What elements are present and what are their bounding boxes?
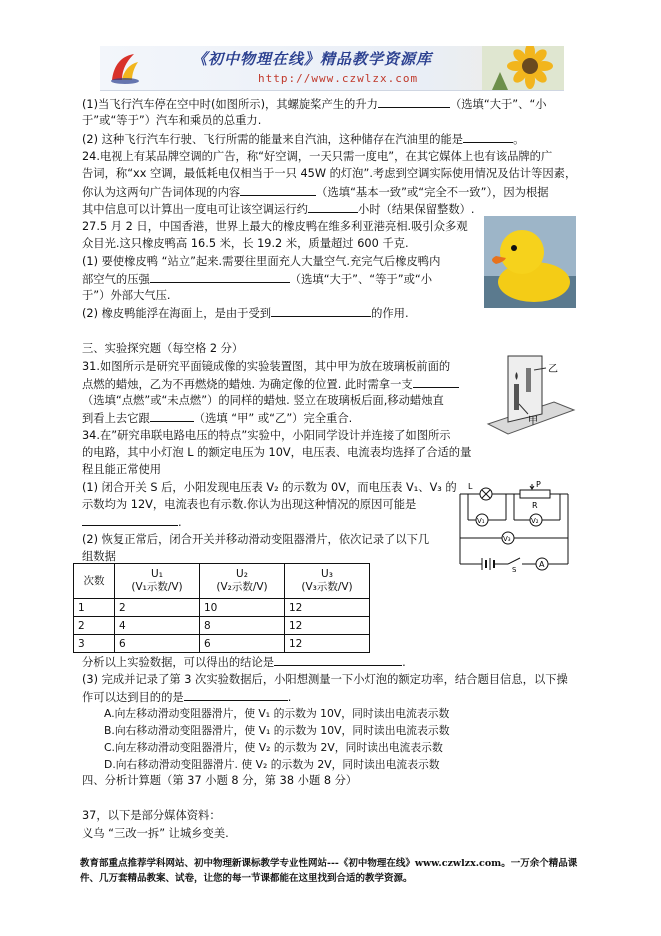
- q34-line2: [82, 654, 406, 671]
- footer-note: 教育部重点推荐学科网站、初中物理新课标教学专业性网站---《初中物理在线》www.czwlzx.com。一万余个精品课件、几万套精品教案、试卷，让您的每一节课都能在这里找到合适的教学资源。: [80, 858, 578, 884]
- answer-blank[interactable]: [240, 184, 316, 196]
- label-V3: V₃: [503, 535, 511, 543]
- text-line: 组数据: [82, 550, 116, 563]
- q27-line2: [82, 305, 409, 322]
- table-cell: 12: [285, 635, 370, 653]
- text: 部空气的压强: [82, 273, 150, 286]
- label-P: P: [536, 480, 541, 489]
- text: 你认为这两句广告词体现的内容: [82, 186, 241, 199]
- q2-line: [82, 131, 524, 148]
- table-header-cell: [115, 564, 200, 599]
- answer-blank[interactable]: [150, 410, 194, 422]
- text: 次数: [83, 574, 105, 587]
- answer-blank[interactable]: [184, 689, 288, 701]
- answer-blank[interactable]: [150, 271, 290, 283]
- label-V1: V₁: [477, 517, 485, 525]
- site-logo-icon: [108, 50, 142, 86]
- text: 分析以上实验数据，可以得出的结论是: [82, 656, 275, 669]
- q31-line: [82, 376, 459, 393]
- table-cell: 12: [285, 599, 370, 617]
- table-cell: 2: [74, 617, 115, 635]
- table-cell: 10: [200, 599, 285, 617]
- option-a: A.向左移动滑动变阻器滑片，使 V₁ 的示数为 10V，同时读出电流表示数: [104, 707, 450, 720]
- answer-blank[interactable]: [308, 201, 358, 213]
- header-title: 《初中物理在线》精品教学资源库: [192, 50, 433, 68]
- q31-line2: [82, 410, 352, 427]
- table-header-cell: [74, 564, 115, 599]
- text: U₂: [236, 568, 248, 580]
- table-cell: 3: [74, 635, 115, 653]
- text-line: (1) 闭合开关 S 后，小阳发现电压表 V₂ 的示数为 0V，而电压表 V₁、V₃ 的: [82, 481, 457, 494]
- answer-blank[interactable]: [82, 514, 178, 526]
- q27-line: [82, 271, 432, 288]
- text-line: 37，以下是部分媒体资料：: [82, 809, 221, 822]
- text: (V₁示数/V): [131, 581, 183, 593]
- text-line: (1) 要使橡皮鸭 “站立”起来.需要往里面充人大量空气.充完气后橡皮鸭内: [82, 255, 441, 268]
- text-line: 众目光.这只橡皮鸭高 16.5 米，长 19.2 米，质量超过 600 千克.: [82, 237, 409, 250]
- table-row: [74, 599, 370, 617]
- q34-line: [82, 514, 182, 531]
- label-R: R: [532, 501, 538, 510]
- text-line: (3) 完成并记录了第 3 次实验数据后，小阳想测量一下小灯泡的额定功率，结合题目信息，以下操: [82, 673, 568, 686]
- text: .: [178, 516, 182, 529]
- text-line: 34.在”研究串联电路电压的特点”实验中，小阳同学设计并连接了如图所示: [82, 429, 451, 442]
- table-cell: 6: [200, 635, 285, 653]
- label-yi: 乙: [548, 364, 558, 375]
- table-header-row: [74, 564, 370, 599]
- answer-blank[interactable]: [463, 131, 513, 143]
- table-row: [74, 635, 370, 653]
- option-d: D.向右移动滑动变阻器滑片. 使 V₂ 的示数为 2V，同时读出电流表示数: [104, 758, 440, 771]
- text-line: 程且能正常使用: [82, 463, 162, 476]
- series-circuit-figure: [454, 480, 574, 572]
- label-L: L: [468, 482, 473, 491]
- table-cell: 2: [115, 599, 200, 617]
- option-b: B.向右移动滑动变阻器滑片，使 V₁ 的示数为 10V，同时读出电流表示数: [104, 724, 450, 737]
- text-line: 示数均为 12V，电流表也有示数.你认为出现这种情况的原因可能是: [82, 498, 417, 511]
- data-table: [73, 563, 370, 653]
- text: 其中信息可以计算出一度电可让该空调运行约: [82, 203, 308, 216]
- q24-line2: [82, 201, 475, 218]
- option-c: C.向左移动滑动变阻器滑片，使 V₂ 的示数为 2V，同时读出电流表示数: [104, 741, 443, 754]
- label-S: S: [512, 566, 517, 572]
- text-line: 27.5 月 2 日，中国香港，世界上最大的橡皮鸭在维多利亚港亮相.吸引众多观: [82, 220, 468, 233]
- text-line: 的电路，其中小灯泡 L 的额定电压为 10V，电压表、电流表均选择了合适的量: [82, 446, 472, 459]
- answer-blank[interactable]: [413, 376, 459, 388]
- text-line: (2) 恢复正常后，闭合开关并移动滑动变阻器滑片，依次记录了以下几: [82, 533, 430, 546]
- text: 。: [513, 133, 525, 146]
- text: 小时（结果保留整数）.: [357, 203, 475, 216]
- table-header-cell: [285, 564, 370, 599]
- text: .: [287, 691, 292, 704]
- text: 的作用.: [371, 307, 409, 320]
- text-line: 告词，称“xx 空调，最低耗电仅相当于一只 45W 的灯泡”.考虑到空调实际使用情况及估计等因素，: [82, 167, 577, 180]
- table-cell: 12: [285, 617, 370, 635]
- text: （选填 “甲” 或“乙”）完全重合.: [193, 412, 353, 425]
- table-cell: 4: [115, 617, 200, 635]
- text: (V₂示数/V): [216, 581, 268, 593]
- text: U₃: [321, 568, 333, 580]
- section-3-title: 三、实验探究题（每空格 2 分）: [82, 342, 244, 355]
- text: （选填“基本一致”或“完全不一致”），因为根据: [316, 186, 549, 199]
- plane-mirror-apparatus-figure: [484, 352, 576, 440]
- table-cell: 8: [200, 617, 285, 635]
- answer-blank[interactable]: [274, 654, 402, 666]
- table-cell: 1: [74, 599, 115, 617]
- text-line: 31.如图所示是研究平面镜成像的实验装置图，其中甲为放在玻璃板前面的: [82, 360, 451, 373]
- text: (V₃示数/V): [301, 581, 353, 593]
- text: 到看上去它跟: [82, 412, 150, 425]
- answer-blank[interactable]: [271, 305, 371, 317]
- q1-line: [82, 96, 547, 113]
- table-row: [74, 617, 370, 635]
- rubber-duck-photo: [484, 216, 576, 308]
- text: 点燃的蜡烛，乙为不再燃烧的蜡烛. 为确定像的位置. 此时需拿一支: [82, 378, 413, 391]
- label-jia: 甲: [528, 416, 538, 427]
- text: U₁: [151, 568, 163, 580]
- section-4-title: 四、分析计算题（第 37 小题 8 分，第 38 小题 8 分）: [82, 774, 358, 787]
- text-line: 于”）外部大气压.: [82, 289, 171, 302]
- text: (2) 这种飞行汽车行驶、飞行所需的能量来自汽油，这种储存在汽油里的能是: [82, 133, 464, 146]
- table-header-cell: [200, 564, 285, 599]
- header-banner: [100, 46, 564, 91]
- q34-line3: [82, 689, 291, 706]
- sunflower-icon: [482, 46, 564, 90]
- text: .: [402, 656, 406, 669]
- text-line: （选填“点燃”或“未点燃”）的同样的蜡烛. 竖立在玻璃板后面,移动蜡烛直: [82, 394, 444, 407]
- answer-blank[interactable]: [378, 96, 450, 108]
- text-line: 义乌 “三改一拆” 让城乡变美.: [82, 827, 229, 840]
- text: （选填“大于”、“小: [449, 98, 547, 111]
- label-A: A: [539, 560, 545, 569]
- q24-line: [82, 184, 549, 201]
- text-line: 24.电视上有某品牌空调的广告，称“好空调，一天只需一度电”，在其它媒体上也有该品牌的广: [82, 150, 553, 163]
- text: (1)当飞行汽车停在空中时(如图所示)，其螺旋桨产生的升力: [82, 98, 378, 111]
- table-cell: 6: [115, 635, 200, 653]
- label-V2: V₂: [531, 517, 539, 525]
- text: 作可以达到目的的是: [82, 691, 184, 704]
- text: （选填“大于”、“等于”或“小: [289, 273, 433, 286]
- text-line: 于”或“等于”）汽车和乘员的总重力.: [82, 114, 262, 127]
- header-url: http://www.czwlzx.com: [258, 72, 419, 85]
- text: (2) 橡皮鸭能浮在海面上，是由于受到: [82, 307, 272, 320]
